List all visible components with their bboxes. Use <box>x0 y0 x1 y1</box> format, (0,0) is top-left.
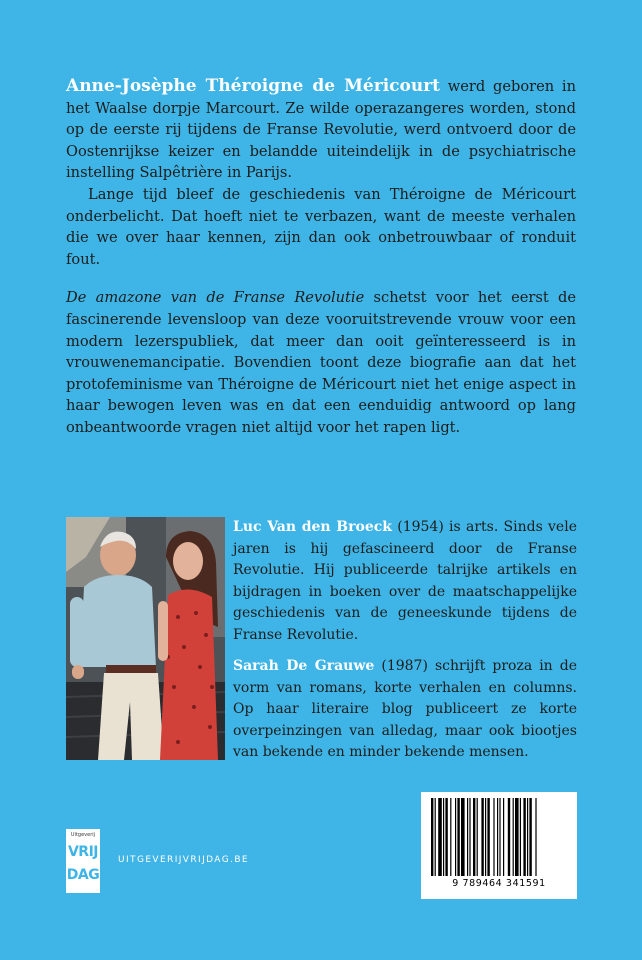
barcode-bar <box>435 798 436 876</box>
barcode-bar <box>438 798 442 876</box>
author-name-1: Luc Van den Broeck <box>233 519 392 535</box>
barcode-bar <box>497 798 498 876</box>
barcode-bar <box>499 798 500 876</box>
barcode-bar <box>455 798 456 876</box>
barcode-bar <box>513 798 514 876</box>
barcode-bar <box>523 798 525 876</box>
isbn-barcode <box>421 792 577 899</box>
barcode-bar <box>450 798 451 876</box>
publisher-website: UITGEVERIJVRIJDAG.BE <box>118 855 249 865</box>
barcode-bar <box>481 798 483 876</box>
author-photo <box>66 517 225 760</box>
barcode-bar <box>527 798 528 876</box>
author-name-2: Sarah De Grauwe <box>233 658 375 674</box>
book-title: De amazone van de Franse Revolutie <box>66 289 365 307</box>
barcode-bar <box>503 798 504 876</box>
barcode-bar <box>485 798 486 876</box>
barcode-bar <box>467 798 468 876</box>
barcode-bar <box>443 798 444 876</box>
author-bio-2-text: (1987) schrijft proza in de vorm van romans, korte verhalen en columns. Op haar literaire blog publiceert ze korte overpeinzingen van alledag, maar ook biootjes van bekende en minder bekende mensen. <box>233 658 577 760</box>
barcode-bar <box>477 798 478 876</box>
barcode-bar <box>508 798 510 876</box>
barcode-bar <box>520 798 521 876</box>
publisher-logo-line2: DAG <box>66 867 100 883</box>
barcode-bar <box>473 798 475 876</box>
blurb-paragraph-3-text: schetst voor het eerst de fascinerende levensloop van deze vooruitstrevende vrouw voor een modern lezerspubliek, dat meer dan ooit geïnteresseerd is in vrouwenemancipatie. Bovendien toont deze biografie aan dat het protofeminisme van Théroigne de Méricourt niet het enige aspect in haar bewogen leven was en dat een eenduidig antwoord op lang onbeantwoorde vragen niet altijd voor het rapen ligt. <box>66 289 576 436</box>
publisher-logo <box>66 829 100 893</box>
barcode-bar <box>487 798 489 876</box>
author-bios <box>233 517 577 764</box>
author-bio-1-text: (1954) is arts. Sinds vele jaren is hij gefascineerd door de Franse Revolutie. Hij publiceerde talrijke artikels en bijdragen in boeken over de maatschappelijke geschiedenis van de geneeskunde tijdens de Franse Revolutie. <box>233 519 577 643</box>
barcode-bars <box>429 798 569 876</box>
subject-name: Anne-Josèphe Théroigne de Méricourt <box>66 76 441 96</box>
author-bio-1 <box>233 517 577 646</box>
blurb-paragraph-2: Lange tijd bleef de geschiedenis van Théroigne de Méricourt onderbelicht. Dat hoeft niet te verbazen, want de meeste verhalen die we over haar kennen, zijn dan ook onbetrouwbaar of ronduit fout. <box>66 185 576 268</box>
blurb-paragraph-1-text: werd geboren in het Waalse dorpje Marcourt. Ze wilde operazangeres worden, stond op de eerste rij tijdens de Franse Revolutie, werd ontvoerd door de Oostenrijkse keizer en belandde uiteindelijk in de psychiatrische instelling Salpêtrière in Parijs. <box>66 78 576 182</box>
blurb-paragraph-1 <box>66 76 576 184</box>
barcode-bar <box>469 798 470 876</box>
barcode-bar <box>529 798 531 876</box>
author-bio-2 <box>233 656 577 764</box>
isbn-number: 9 789464 341591 <box>452 878 546 889</box>
barcode-bar <box>461 798 465 876</box>
barcode-bar <box>445 798 447 876</box>
barcode-bar <box>535 798 536 876</box>
blurb-paragraph-3 <box>66 287 576 438</box>
publisher-logo-small: Uitgeverij <box>70 832 96 838</box>
barcode-bar <box>515 798 519 876</box>
barcode-bar <box>431 798 433 876</box>
back-cover-blurb <box>66 76 576 439</box>
publisher-logo-line1: VRIJ <box>67 844 99 860</box>
barcode-bar <box>493 798 494 876</box>
barcode-bar <box>457 798 459 876</box>
